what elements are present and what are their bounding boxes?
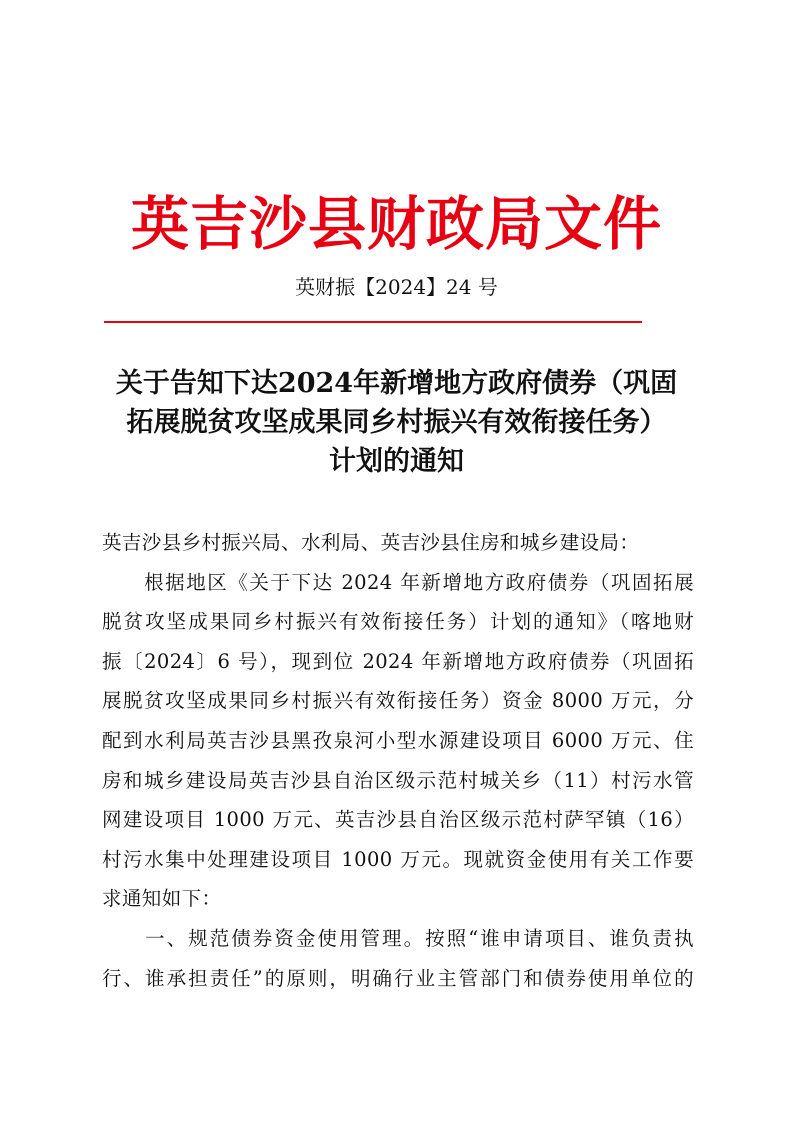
body-line: 求通知如下： [102,887,222,911]
document-number: 英财振【2024】24 号 [295,275,498,299]
notice-title-line: 关于告知下达2024年新增地方政府债券（巩固 [115,368,678,399]
body-line: 配到水利局英吉沙县黑孜泉河小型水源建设项目 6000 万元、住 [102,728,694,752]
body-line: 展脱贫攻坚成果同乡村振兴有效衔接任务）资金 8000 万元，分 [102,689,694,713]
header-divider [104,321,642,323]
body-line: 脱贫攻坚成果同乡村振兴有效衔接任务）计划的通知》（喀地财 [102,610,694,634]
body-line: 村污水集中处理建设项目 1000 万元。现就资金使用有关工作要 [102,847,694,871]
body-line: 房和城乡建设局英吉沙县自治区级示范村城关乡（11）村污水管 [102,768,694,792]
body-line: 行、谁承担责任”的原则，明确行业主管部门和债券使用单位的 [102,966,694,990]
notice-body [102,523,694,998]
notice-title [90,364,703,481]
notice-title-line: 计划的通知 [329,446,464,477]
notice-title-line: 拓展脱贫攻坚成果同乡村振兴有效衔接任务） [126,407,667,438]
body-line: 网建设项目 1000 万元、英吉沙县自治区级示范村萨罕镇（16） [102,808,694,832]
recipient-line: 英吉沙县乡村振兴局、水利局、英吉沙县住房和城乡建设局： [102,531,640,554]
body-line: 振〔2024〕6 号），现到位 2024 年新增地方政府债券（巩固拓 [102,649,694,673]
body-line: 根据地区《关于下达 2024 年新增地方政府债券（巩固拓展 [102,570,694,594]
body-line: 一、规范债券资金使用管理。按照“谁申请项目、谁负责执 [102,926,694,950]
document-header-title: 英吉沙县财政局文件 [130,190,662,258]
